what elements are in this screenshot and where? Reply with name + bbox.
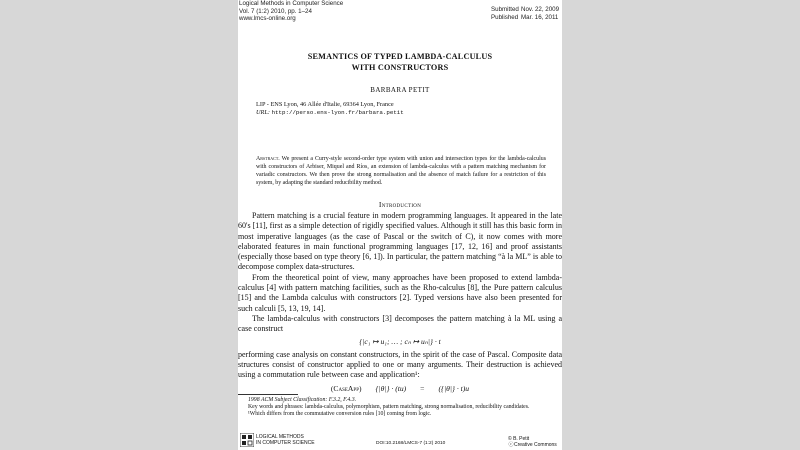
paper-title <box>238 52 562 73</box>
abstract-text: We present a Curry-style second-order type system with union and intersection types for the lambda-calculus with constructors of Arbiser, Miquel and Ríos, an extension of lambda-calculus with a pattern matching mechanism for variadic constructors. We then prove the strong normalisation and the absence of match failure for a restriction of this system, by adapting the standard reducibility method. <box>256 156 546 186</box>
url-label: URL: <box>256 109 270 117</box>
author-url[interactable]: http://perso.ens-lyon.fr/barbara.petit <box>271 109 404 117</box>
creative-commons-icon: ⓒ <box>508 442 514 448</box>
caseapp-rhs: ({|θ|} · t)u <box>438 383 470 393</box>
lmcs-logo-icon <box>240 433 254 447</box>
author-name: BARBARA PETIT <box>370 86 430 94</box>
caseapp-eq: = <box>420 383 425 393</box>
footnote-keywords: Key words and phrases: lambda-calculus, polymorphism, pattern matching, strong normalisation, reducibility candidates. <box>248 404 530 410</box>
caseapp-rule <box>238 384 562 394</box>
paper-page <box>238 0 562 450</box>
affiliation-block <box>256 101 404 117</box>
title-line-1: SEMANTICS OF TYPED LAMBDA-CALCULUS <box>307 52 493 61</box>
submitted-label: Submitted <box>491 6 519 13</box>
left-backdrop <box>0 0 238 450</box>
footnote-1: ¹Which differs from the commutative conversion rules [10] coming from logic. <box>248 411 432 417</box>
footnote-classification: 1998 ACM Subject Classification: F.3.2, F.4.3. <box>248 397 357 403</box>
right-backdrop <box>562 0 800 450</box>
footnotes <box>248 397 562 418</box>
journal-website[interactable]: www.lmcs-online.org <box>239 15 296 23</box>
paragraph-4: performing case analysis on constant constructors, in the spirit of the case of Pascal. Composite data structures consist of constructor applied to one or many arguments. Their destruction is achieved using a commutation rule between case and application¹: <box>238 349 562 380</box>
abstract <box>256 155 546 187</box>
caseapp-lhs: {|θ|} · (tu) <box>375 383 407 393</box>
dates-header <box>491 6 559 21</box>
body-text <box>238 211 562 394</box>
journal-header <box>239 0 343 23</box>
submitted-date: Nov. 22, 2009 <box>521 6 560 13</box>
affiliation: LIP - ENS Lyon, 46 Allée d'Italie, 69364 Lyon, France <box>256 101 394 108</box>
published-label: Published <box>491 13 519 21</box>
footnote-rule <box>238 394 298 395</box>
published-date: Mar. 16, 2011 <box>521 13 559 21</box>
section-title: Introduction <box>378 200 422 209</box>
lms-line-2: IN COMPUTER SCIENCE <box>256 439 315 446</box>
copyright: © B. Petit <box>508 436 530 442</box>
lms-line-1: LOGICAL METHODS <box>256 434 304 440</box>
abstract-label: Abstract. <box>256 156 280 162</box>
caseapp-label: (CaseApp) <box>330 383 362 393</box>
license: Creative Commons <box>514 442 557 448</box>
journal-name: Logical Methods in Computer Science <box>239 0 344 7</box>
case-formula: {|c₁ ↦ u₁; … ; cₙ ↦ uₙ|} · t <box>359 336 441 346</box>
paragraph-3: The lambda-calculus with constructors [3] decomposes the pattern matching à la ML using a case construct <box>238 313 562 334</box>
paragraph-2: From the theoretical point of view, many approaches have been proposed to extend lambda-calculus [4] with pattern matching facilities, such as the Rho-calculus [8], the Pure pattern calculus [15] and the Lambda calculus with constructors [2]. Typed versions have also been presented for such calculi [5, 13, 19, 14]. <box>238 272 562 313</box>
title-line-2: WITH CONSTRUCTORS <box>351 62 449 72</box>
copyright-block <box>508 436 557 448</box>
lmcs-footer-name <box>256 435 315 446</box>
doi: DOI:10.2168/LMCS-7 (1:2) 2010 <box>376 441 446 446</box>
journal-volume: Vol. 7 (1:2) 2010, pp. 1–24 <box>239 7 312 15</box>
paragraph-1: Pattern matching is a crucial feature in modern programming languages. It appeared in the late 60's [11], first as a simple detection of rigidly specified values. Although it still has this basic form in most imperative languages (as the case of Pascal or the switch of C), it now comes with more elaborated features in main functional programming languages [17, 12, 16] and proof assistants (especially those based on type theory [6, 1]). In particular, the pattern matching “à la ML” is able to decompose complex data-structures. <box>238 211 562 272</box>
